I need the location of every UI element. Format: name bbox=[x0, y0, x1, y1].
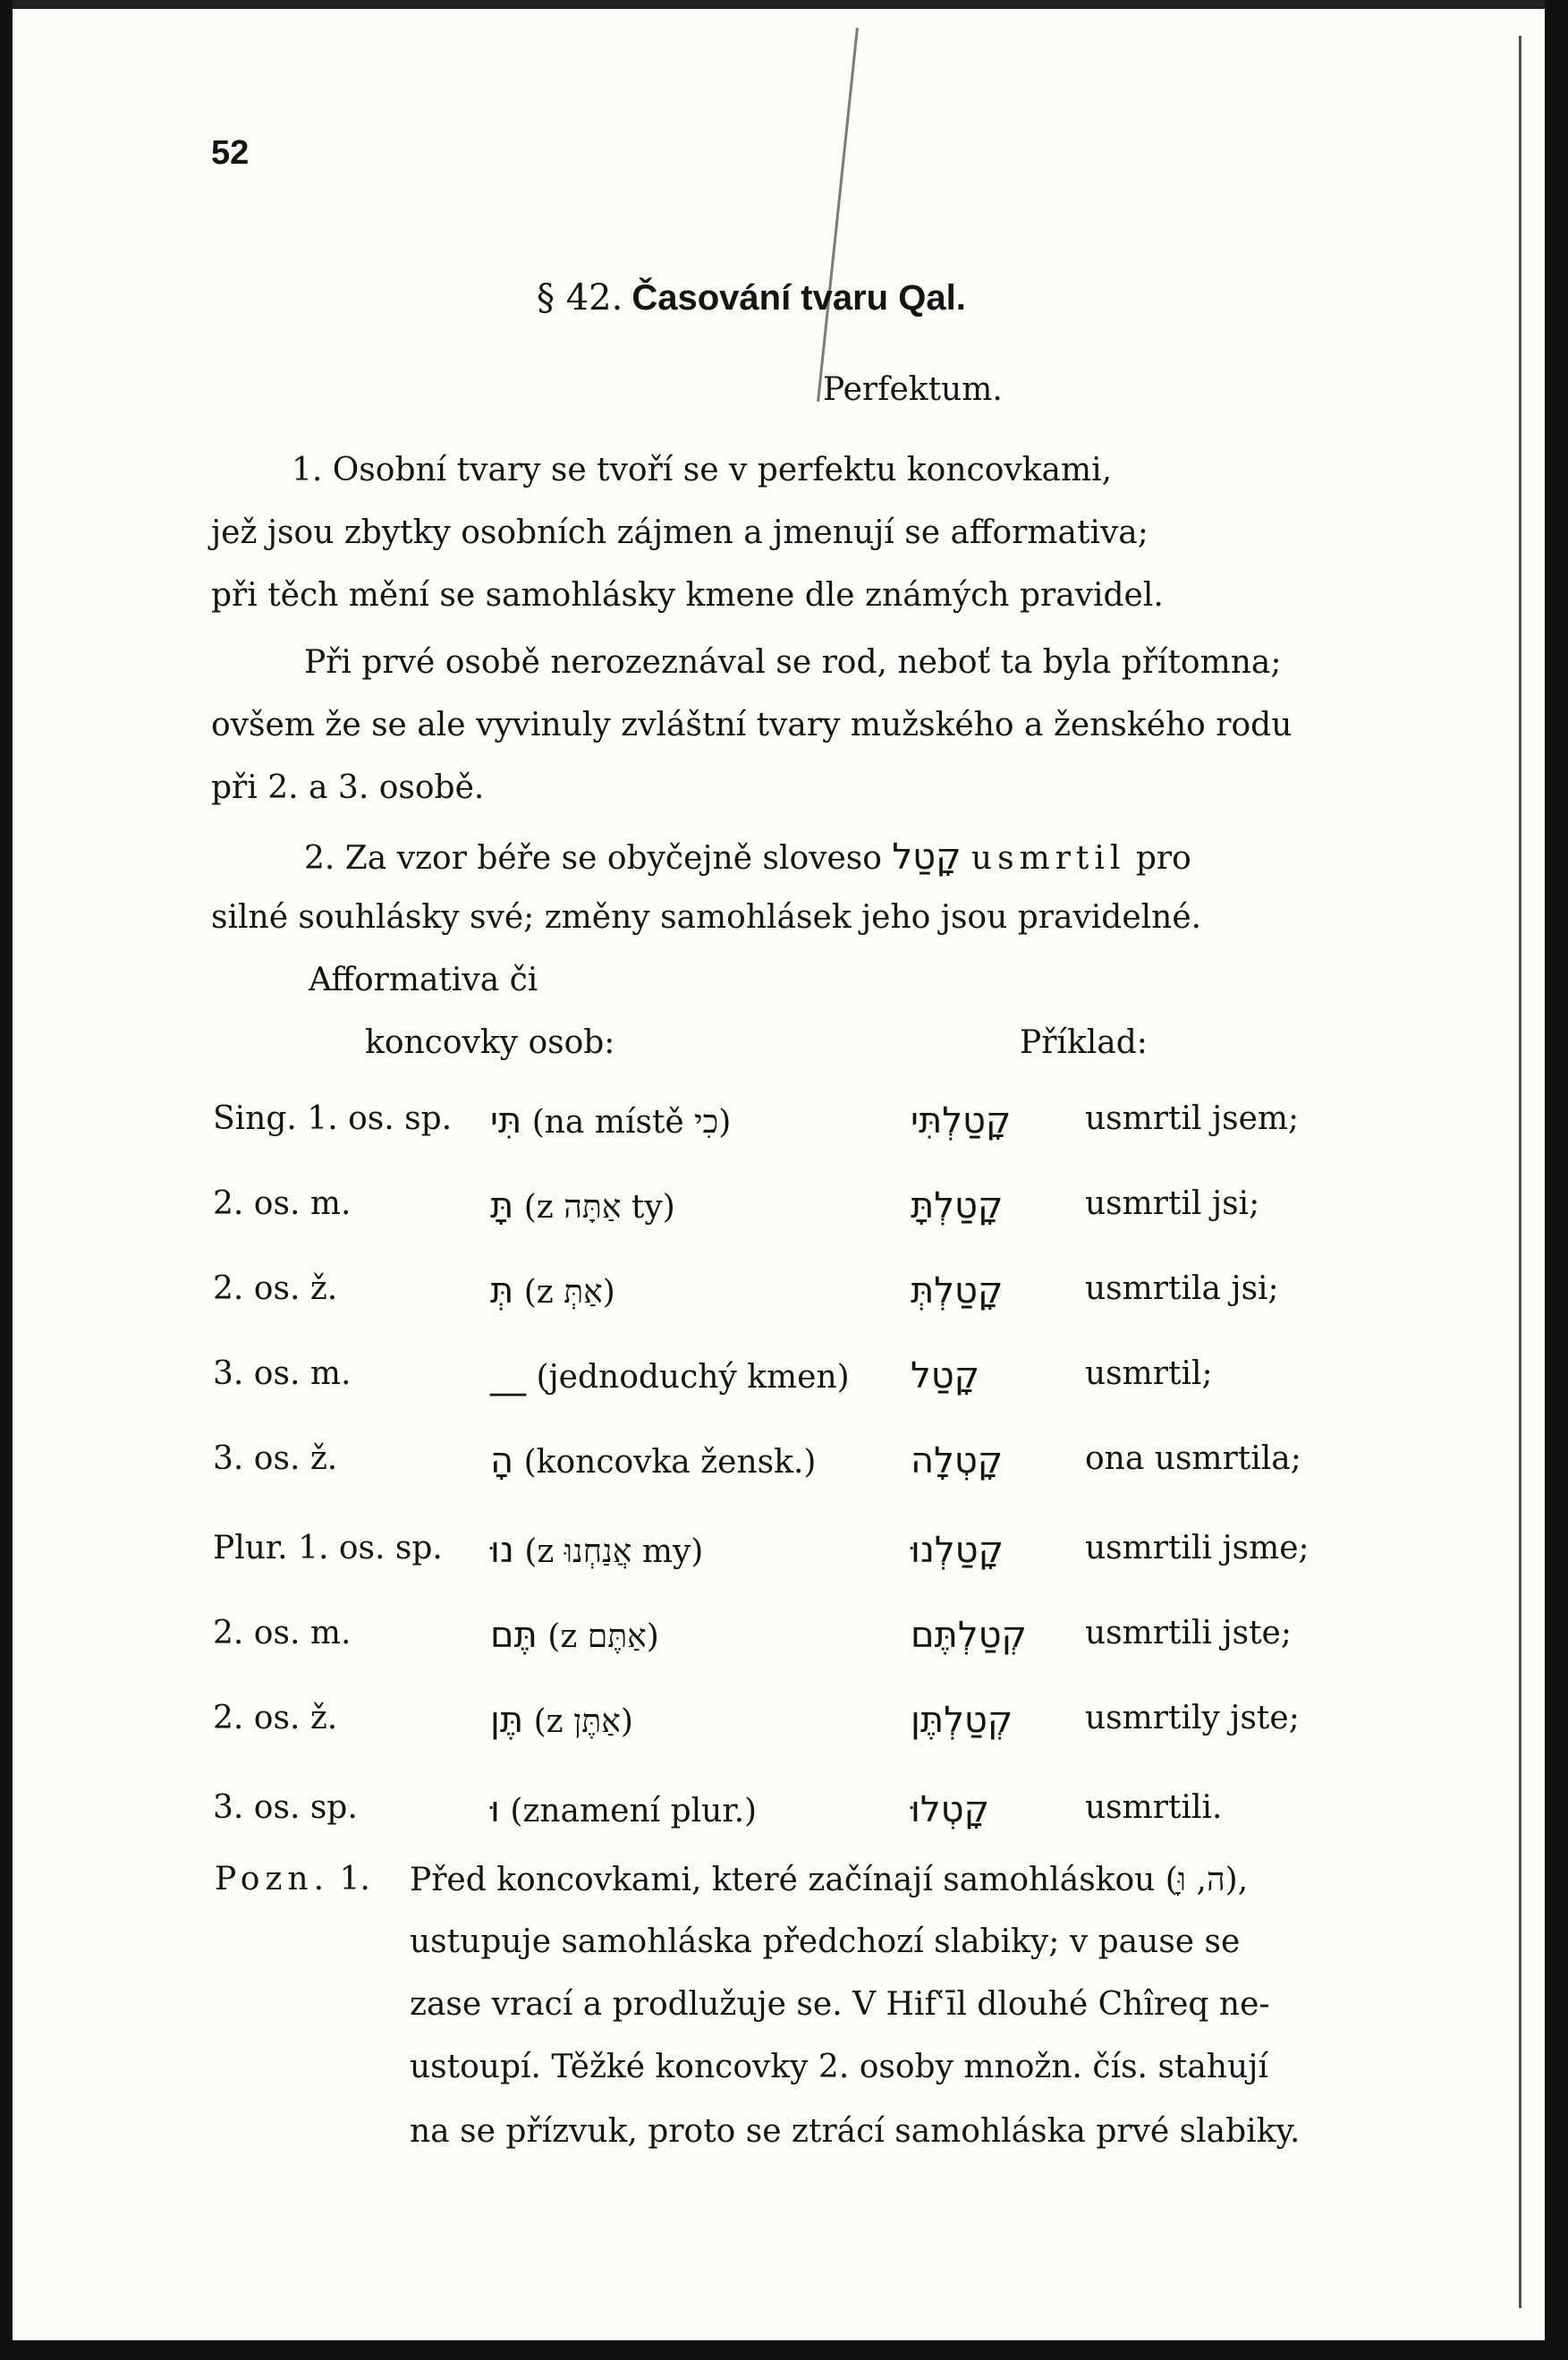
verb-gloss: usmrtil bbox=[970, 840, 1126, 877]
scan-border-right bbox=[1545, 0, 1568, 2360]
note-text-line-4: ustoupí. Těžké koncovky 2. osoby množn. čís. stahují bbox=[410, 2049, 1268, 2085]
row-translation: usmrtila jsi; bbox=[1085, 1270, 1279, 1307]
row-translation: usmrtili jste; bbox=[1085, 1615, 1292, 1651]
paragraph-3-text: 2. Za vzor béře se obyčejně sloveso bbox=[304, 840, 882, 877]
section-subheading: Perfektum. bbox=[823, 371, 1003, 408]
section-number: § 42. bbox=[537, 277, 623, 318]
row-translation: usmrtil jsi; bbox=[1085, 1185, 1260, 1222]
table-row bbox=[213, 1270, 1376, 1342]
note-text-line-2: ustupuje samohláska předchozí slabiky; v pause se bbox=[410, 1923, 1241, 1960]
row-translation: usmrtily jste; bbox=[1085, 1700, 1300, 1736]
table-row bbox=[213, 1355, 1376, 1427]
row-translation: usmrtil; bbox=[1085, 1355, 1213, 1392]
table-row bbox=[213, 1615, 1376, 1686]
table-row bbox=[213, 1440, 1376, 1512]
note-text-line-5: na se přízvuk, proto se ztrácí samohláska prvé slabiky. bbox=[410, 2113, 1301, 2150]
scan-border-bottom bbox=[0, 2340, 1568, 2360]
row-translation: usmrtili jsme; bbox=[1085, 1530, 1309, 1566]
paragraph-3-cont: pro bbox=[1135, 840, 1191, 877]
row-label: 3. os. sp. bbox=[213, 1789, 358, 1826]
row-label: 2. os. m. bbox=[213, 1615, 352, 1651]
table-row bbox=[213, 1185, 1376, 1257]
row-translation: usmrtili. bbox=[1085, 1789, 1223, 1826]
row-label: 2. os. ž. bbox=[213, 1270, 338, 1307]
scan-fold-mark bbox=[817, 28, 859, 402]
note-text-line-1: Před koncovkami, které začínají samohláskou (ָה, וּ), bbox=[410, 1862, 1249, 1898]
row-ending: תֶּם (z אַתֶּם) bbox=[490, 1615, 659, 1656]
binding-edge-line bbox=[1519, 36, 1521, 2308]
row-example: קְטַלְתֶּם bbox=[911, 1615, 1027, 1656]
paragraph-2-line-3: při 2. a 3. osobě. bbox=[211, 769, 485, 806]
row-label: 3. os. m. bbox=[213, 1355, 352, 1392]
section-title: Časování tvaru Qal. bbox=[631, 278, 966, 318]
table-row bbox=[213, 1789, 1376, 1861]
paragraph-1-line-3: při těch mění se samohlásky kmene dle známých pravidel. bbox=[211, 577, 1164, 614]
note-text-line-3: zase vrací a prodlužuje se. V Hifʿīl dlouhé Chîreq ne- bbox=[410, 1986, 1270, 2023]
paragraph-1-line-1: 1. Osobní tvary se tvoří se v perfektu koncovkami, bbox=[292, 452, 1113, 488]
row-ending: תֶּן (z אַתֶּן) bbox=[490, 1700, 633, 1741]
row-example: קְטַלְתֶּן bbox=[911, 1700, 1013, 1741]
note-label: Pozn. bbox=[215, 1861, 330, 1897]
scan-border-left bbox=[0, 0, 13, 2360]
row-label: Plur. 1. os. sp. bbox=[213, 1530, 443, 1566]
scan-border-top bbox=[0, 0, 1568, 9]
row-label: Sing. 1. os. sp. bbox=[213, 1100, 453, 1137]
row-label: 3. os. ž. bbox=[213, 1440, 338, 1477]
row-label: 2. os. ž. bbox=[213, 1700, 338, 1736]
afformativa-label: Afformativa či bbox=[309, 962, 538, 998]
page-number: 52 bbox=[211, 134, 250, 172]
table-row bbox=[213, 1100, 1376, 1172]
row-ending: __ (jednoduchý kmen) bbox=[490, 1355, 850, 1396]
note-number: 1. bbox=[339, 1861, 370, 1897]
column-header-endings: koncovky osob: bbox=[365, 1024, 615, 1061]
paragraph-3-line-2: silné souhlásky své; změny samohlásek jeho jsou pravidelné. bbox=[211, 899, 1202, 936]
table-row bbox=[213, 1700, 1376, 1771]
row-example: קָטְלָה bbox=[911, 1440, 1004, 1481]
row-ending: וּ (znamení plur.) bbox=[490, 1789, 758, 1830]
note-line-1 bbox=[215, 1861, 370, 1897]
row-ending: תְּ (z אַתְּ) bbox=[490, 1270, 615, 1312]
section-heading bbox=[537, 277, 966, 318]
column-header-example: Příklad: bbox=[1020, 1024, 1148, 1061]
paragraph-1-line-2: jež jsou zbytky osobních zájmen a jmenují se afformativa; bbox=[211, 514, 1148, 551]
paragraph-2-line-2: ovšem že se ale vyvinuly zvláštní tvary mužského a ženského rodu bbox=[211, 707, 1293, 743]
row-example: קָטַל bbox=[911, 1355, 980, 1396]
row-translation: ona usmrtila; bbox=[1085, 1440, 1301, 1477]
row-ending: תָּ (z אַתָּה ty) bbox=[490, 1185, 675, 1227]
row-example: קָטַלְתָּ bbox=[911, 1185, 1004, 1227]
table-row bbox=[213, 1530, 1376, 1601]
paragraph-3-line-1 bbox=[304, 836, 1191, 878]
row-example: קָטַלְתְּ bbox=[911, 1270, 1004, 1312]
row-example: קָטַלְנוּ bbox=[911, 1530, 1004, 1571]
paragraph-2-line-1: Při prvé osobě nerozeznával se rod, neboť ta byla přítomna; bbox=[304, 644, 1282, 681]
hebrew-verb: קָטַל bbox=[892, 836, 962, 878]
row-ending: ָה (koncovka žensk.) bbox=[490, 1440, 817, 1481]
row-label: 2. os. m. bbox=[213, 1185, 352, 1222]
row-example: קָטְלוּ bbox=[911, 1789, 989, 1830]
row-ending: נוּ (z אֲנַחְנוּ my) bbox=[490, 1530, 704, 1571]
row-translation: usmrtil jsem; bbox=[1085, 1100, 1300, 1137]
row-ending: תִּי (na místě כִי) bbox=[490, 1100, 732, 1142]
row-example: קָטַלְתִּי bbox=[911, 1100, 1012, 1142]
